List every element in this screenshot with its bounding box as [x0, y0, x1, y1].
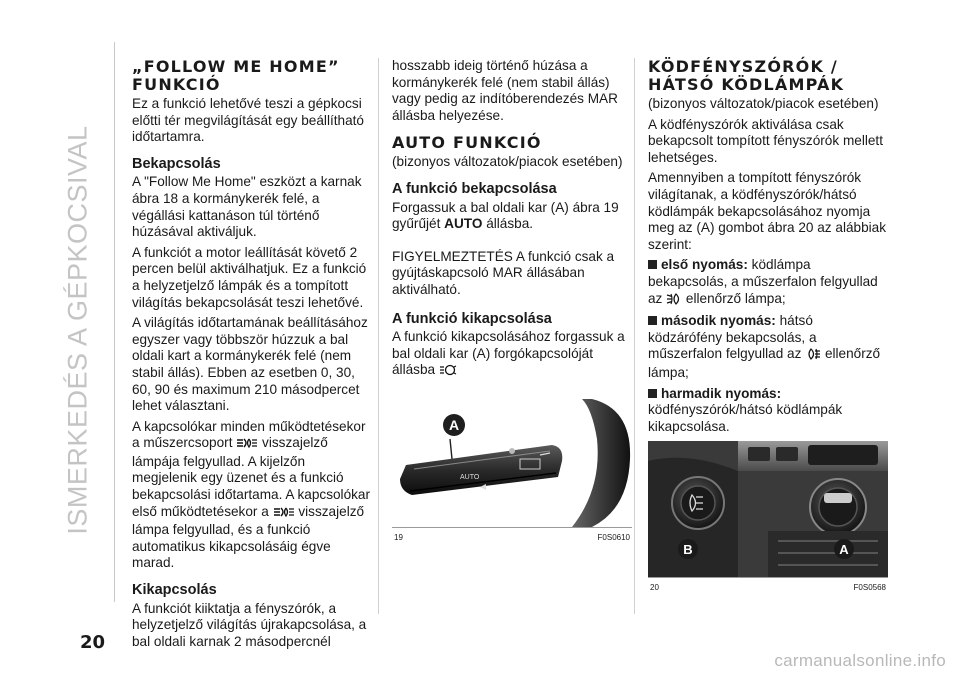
column-auto-function: [392, 58, 632, 547]
bullet-icon: [648, 389, 657, 398]
column-divider: [378, 58, 379, 614]
warning-text: FIGYELMEZTETÉS A funkció csak a gyújtáskapcsoló MAR állásában aktiválható.: [392, 248, 615, 297]
bullet-third-press: harmadik nyomás: ködfényszórók/hátsó ködlámpák kikapcsolása.: [648, 385, 843, 434]
paragraph: A ködfényszórók aktiválása csak bekapcsolt tompított fényszórók mellett lehetséges.: [648, 116, 883, 165]
bullet-icon: [648, 316, 657, 325]
stalk-auto-label: AUTO: [460, 473, 480, 481]
variant-note: (bizonyos változatok/piacok esetében): [648, 96, 879, 111]
bullet-second-press: második nyomás: hátsó ködzárófény bekapcsolás, a műszerfalon felgyullad az ellenőrző lámpa;: [648, 313, 881, 380]
heading-fog-lights: KÖDFÉNYSZÓRÓK / HÁTSÓ KÖDLÁMPÁK: [648, 57, 845, 94]
paragraph: A világítás időtartamának beállításához egyszer vagy többször húzzuk a bal oldali kart a kormánykerék felé (nem stabil állás). Ebben az esetben 0, 30, 60, 90 és maximum 210 másodpercet lehet választani.: [132, 315, 368, 414]
subheading-deactivation: A funkció kikapcsolása: [392, 310, 552, 327]
figure-20-caption: 20 F0S0568: [650, 583, 886, 593]
paragraph: A kapcsolókar minden működtetésekor a műszercsoport visszajelző lámpája felgyullad. A kijelzőn megjelenik egy üzenet és a funkció bekapcsolási időtartama. A kapcsolókar első működtetésekor a visszajelző lámpa felgyullad, és a funkció automatikus kikapcsolásáig égve marad.: [132, 418, 371, 571]
paragraph: Forgassuk a bal oldali kar (A) ábra 19 gyűrűjét AUTO állásba.: [392, 199, 619, 232]
front-fog-light-icon: [666, 293, 682, 310]
page-number: 20: [80, 632, 106, 653]
figure-label-a: A: [839, 542, 849, 558]
paragraph: A funkciót a motor leállítását követő 2 percen belül aktiválhatjuk. Ez a funkció a helyzetjelző lámpák és a tompított világítás bekapcsolását teszi lehetővé.: [132, 244, 367, 310]
column-fog-lights: [648, 58, 888, 597]
paragraph: A "Follow Me Home" eszközt a karnak ábra 18 a kormánykerék felé, a végállási kattanáson túl történő húzásával aktiváljuk.: [132, 174, 362, 240]
figure-label-b: B: [683, 542, 693, 558]
figure-19-stalk: [392, 399, 632, 528]
variant-note: (bizonyos változatok/piacok esetében): [392, 154, 623, 170]
side-divider: [114, 42, 115, 602]
paragraph: hosszabb ideig történő húzása a kormánykerék felé (nem stabil állás) vagy pedig az indítóberendezés MAR állásba helyezése.: [392, 58, 618, 123]
subheading-deactivation: Kikapcsolás: [132, 582, 217, 599]
figure-19-caption: 19 F0S0610: [394, 532, 630, 542]
subheading-activation: A funkció bekapcsolása: [392, 180, 557, 197]
bullet-icon: [648, 260, 657, 269]
paragraph: A funkciót kiiktatja a fényszórók, a helyzetjelző világítás újrakapcsolása, a bal oldali karnak 2 másodpercnél: [132, 600, 367, 649]
intro-text: Ez a funkció lehetővé teszi a gépkocsi előtti tér megvilágítását egy beállítható időtartamra.: [132, 96, 364, 145]
figure-label-a: A: [448, 416, 460, 433]
column-divider: [634, 58, 635, 614]
rear-fog-light-icon: [805, 348, 821, 365]
paragraph: Amennyiben a tompított fényszórók világítanak, a ködfényszórók/hátsó ködlámpák bekapcsolásához nyomja meg az (A) gombot ábra 20 az alábbiak szerint:: [648, 170, 887, 252]
heading-follow-me-home: „FOLLOW ME HOME” FUNKCIÓ: [132, 57, 340, 94]
column-follow-me-home: [132, 58, 372, 654]
bullet-first-press: első nyomás: ködlámpa bekapcsolás, a műszerfalon felgyullad az ellenőrző lámpa;: [648, 257, 888, 309]
follow-me-home-warning-icon: [236, 437, 258, 454]
paragraph: A funkció kikapcsolásához forgassuk a bal oldali kar (A) forgókapcsolóját állásba: [392, 329, 632, 381]
subheading-activation: Bekapcsolás: [132, 155, 221, 172]
figure-20-fog-buttons: [648, 441, 888, 578]
position-lights-icon: [439, 364, 457, 381]
follow-me-home-warning-icon: [273, 506, 295, 523]
site-watermark: carmanualsonline.info: [774, 651, 946, 670]
heading-auto-function: AUTO FUNKCIÓ: [392, 133, 542, 153]
